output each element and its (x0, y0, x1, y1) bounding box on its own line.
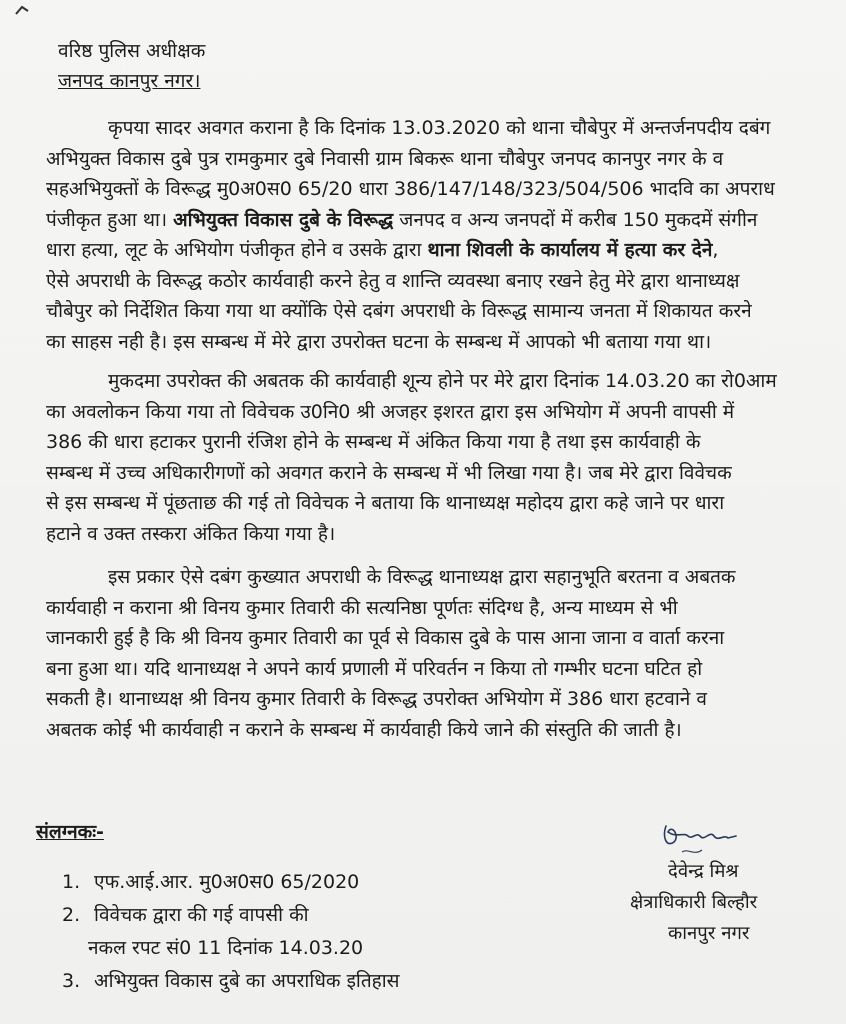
p1-line-8: का साहस नही है। इस सम्बन्ध में मेरे द्वारा उपरोक्त घटना के सम्बन्ध में आपको भी बताया गया था। (46, 330, 712, 353)
p1-line-4-end: जनपद व अन्य जनपदों में करीब 150 मुकदमें संगीन (393, 208, 758, 231)
signatory-title: क्षेत्राधिकारी बिल्हौर (630, 892, 758, 913)
p1-line-2: अभियुक्त विकास दुबे पुत्र रामकुमार दुबे निवासी ग्राम बिकरू थाना चौबेपुर जनपद कानपुर नगर के व (46, 147, 724, 170)
p2-line-1: मुकदमा उपरोक्त की अबतक की कार्यवाही शून्य होने पर मेरे द्वारा दिनांक 14.03.20 का रो0आम (108, 370, 777, 392)
p1-line-4 (46, 205, 804, 236)
p1-line-5 (46, 235, 804, 266)
corner-tick-mark (14, 4, 30, 18)
enclosure-text: अभियुक्त विकास दुबे का अपराधिक इतिहास (94, 970, 400, 992)
signatory-block (630, 856, 757, 949)
enclosure-text: नकल रपट सं0 11 दिनांक 14.03.20 (88, 937, 364, 959)
enclosure-item (62, 866, 400, 899)
enclosure-number: 1. (62, 871, 81, 893)
paragraph-1 (46, 113, 804, 357)
enclosure-text: विवेचक द्वारा की गई वापसी की (94, 904, 309, 926)
p2-line-3: 386 की धारा हटाकर पुरानी रंजिश होने के सम्बन्ध में अंकित किया गया है तथा इस कार्यवाही के (46, 431, 701, 453)
addressee-designation: वरिष्ठ पुलिस अधीक्षक (58, 40, 206, 62)
addressee-location: जनपद कानपुर नगर। (58, 70, 201, 92)
p1-bold-accused: अभियुक्त विकास दुबे के विरूद्ध (173, 208, 394, 231)
p3-line-2: कार्यवाही न कराना श्री विनय कुमार तिवारी की सत्यनिष्ठा पूर्णतः संदिग्ध है, अन्य माध्यम से भी (46, 596, 678, 619)
enclosure-item (62, 899, 400, 932)
p2-line-6: हटाने व उक्त तस्करा अंकित किया गया है। (46, 522, 336, 545)
p1-line-3: सहअभियुक्तों के विरूद्ध मु0अ0स0 65/20 धारा 386/147/148/323/504/506 भादवि का अपराध (46, 178, 775, 200)
p3-line-5: सकती है। थानाध्यक्ष श्री विनय कुमार तिवारी के विरूद्ध उपरोक्त अभियोग में 386 धारा हटवाने व (46, 688, 707, 710)
enclosure-number: 3. (62, 970, 81, 992)
enclosures-list (62, 866, 400, 998)
p3-line-1: इस प्रकार ऐसे दबंग कुख्यात अपराधी के विरूद्ध थानाध्यक्ष द्वारा सहानुभूति बरतना व अबतक (108, 566, 736, 588)
enclosures-label: संलग्नकः- (36, 821, 104, 843)
p1-line-6: ऐसे अपराधी के विरूद्ध कठोर कार्यवाही करने हेतु व शान्ति व्यवस्था बनाए रखने हेतु मेरे द्वारा थानाध्यक्ष (46, 269, 740, 292)
p2-line-2: का अवलोकन किया गया तो विवेचक उ0नि0 श्री अजहर इशरत द्वारा इस अभियोग में अपनी वापसी में (46, 400, 735, 423)
p3-line-4: बना हुआ था। यदि थानाध्यक्ष ने अपने कार्य प्रणाली में परिवर्तन न किया तो गम्भीर घटना घटित हो (46, 657, 703, 680)
p1-line-1: कृपया सादर अवगत कराना है कि दिनांक 13.03.2020 को थाना चौबेपुर में अन्तर्जनपदीय दबंग (108, 117, 771, 139)
p1-bold-murder: थाना शिवली के कार्यालय में हत्या कर देने (427, 239, 713, 261)
p3-line-3: जानकारी हुई है कि श्री विनय कुमार तिवारी का पूर्व से विकास दुबे के पास आना जाना व वार्ता करना (46, 627, 725, 649)
p1-line-4-start: पंजीकृत हुआ था। (46, 208, 174, 231)
p1-line-5-end: , (712, 239, 719, 261)
enclosure-item-continued (62, 932, 400, 965)
paragraph-3 (46, 562, 804, 745)
p1-line-7: चौबेपुर को निर्देशित किया गया था क्योंकि ऐसे दबंग अपराधी के विरूद्ध सामान्य जनता में शिकायत करने (46, 300, 752, 322)
p3-line-6: अबतक कोई भी कार्यवाही न कराने के सम्बन्ध में कार्यवाही किये जाने की संस्तुति की जाती है। (46, 718, 682, 741)
paragraph-2 (46, 366, 804, 549)
enclosure-number: 2. (62, 904, 81, 926)
enclosure-item (62, 965, 400, 998)
signatory-place: कानपुर नगर (668, 923, 750, 944)
p2-line-5: से इस सम्बन्ध में पूंछताछ की गई तो विवेचक ने बताया कि थानाध्यक्ष महोदय द्वारा कहे जाने पर धारा (46, 492, 725, 514)
p2-line-4: सम्बन्ध में उच्च अधिकारीगणों को अवगत कराने के सम्बन्ध में भी लिखा गया है। जब मेरे द्वारा विवेचक (46, 461, 732, 484)
enclosure-text: एफ.आई.आर. मु0अ0स0 65/2020 (94, 871, 360, 893)
p1-line-5-start: धारा हत्या, लूट के अभियोग पंजीकृत होने व उसके द्वारा (46, 239, 428, 261)
signatory-name: देवेन्द्र मिश्र (668, 861, 739, 882)
